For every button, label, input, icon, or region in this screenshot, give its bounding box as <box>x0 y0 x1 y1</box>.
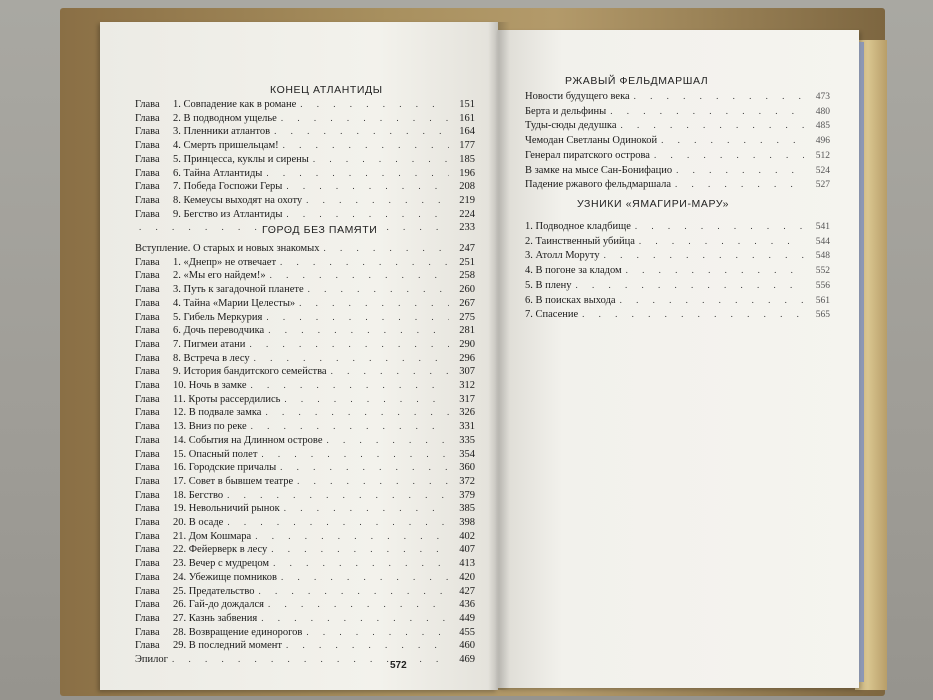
toc-entry-title: 26. Гай-до дождался <box>173 599 264 611</box>
toc-entry-page: 512 <box>815 150 830 161</box>
toc-entry-title: 1. «Днепр» не отвечает <box>173 256 277 268</box>
toc-leader-dots <box>265 406 449 420</box>
toc-entry-page: 556 <box>815 280 830 291</box>
toc-leader-dots <box>661 134 804 148</box>
toc-leader-dots <box>284 502 449 516</box>
toc-entry-page: 413 <box>459 558 475 570</box>
toc-entry-page: 548 <box>815 251 830 262</box>
toc-leader-dots <box>172 653 449 667</box>
toc-entry-prefix: Глава <box>135 338 160 350</box>
toc-entry-title: 7. Победа Госпожи Геры <box>173 181 283 193</box>
toc-entry-prefix: Глава <box>135 626 160 638</box>
toc-entry <box>135 406 475 420</box>
toc-entry-title: 23. Вечер с мудрецом <box>173 558 270 570</box>
toc-entry-prefix: Глава <box>135 448 160 460</box>
toc-leader-dots <box>261 612 449 626</box>
toc-entry-title: 2. Таинственный убийца <box>525 235 635 247</box>
toc-entry-title: 7. Спасение <box>525 309 579 321</box>
toc-entry-prefix: Глава <box>135 558 160 570</box>
toc-entry-page: 420 <box>459 571 475 583</box>
toc-leader-dots <box>268 324 449 338</box>
toc-entry-title: 14. События на Длинном острове <box>173 434 323 446</box>
toc-entry-page: 372 <box>459 475 475 487</box>
toc-entry-title: 5. В плену <box>525 279 572 291</box>
toc-leader-dots <box>251 379 449 393</box>
toc-leader-dots <box>251 420 449 434</box>
toc-entry <box>135 283 475 297</box>
toc-entry-page: 312 <box>459 380 475 392</box>
toc-entry <box>135 365 475 379</box>
toc-entry-prefix: Глава <box>135 421 160 433</box>
toc-entry-page: 407 <box>459 544 475 556</box>
toc-entry-title: 6. В поисках выхода <box>525 294 616 306</box>
toc-entry-page: 480 <box>815 106 830 117</box>
toc-entry-page: 275 <box>459 311 475 323</box>
toc-entry <box>135 256 475 270</box>
toc-entry-page: 331 <box>459 421 475 433</box>
toc-entry-page: 398 <box>459 517 475 529</box>
toc-list-atlantis <box>135 98 475 235</box>
toc-entry-title: 29. В последний момент <box>173 640 282 652</box>
toc-entry-page: 354 <box>459 448 475 460</box>
toc-entry-prefix: Глава <box>135 393 160 405</box>
toc-leader-dots <box>323 242 449 256</box>
toc-entry <box>135 125 475 139</box>
toc-entry-title: 11. Кроты рассердились <box>173 393 281 405</box>
toc-entry-prefix: Глава <box>135 530 160 542</box>
toc-leader-dots <box>280 461 449 475</box>
toc-entry <box>135 543 475 557</box>
toc-entry <box>525 105 830 120</box>
toc-leader-dots <box>274 125 449 139</box>
toc-entry-title: 3. Атолл Моруту <box>525 250 600 262</box>
section-heading-atlantis: КОНЕЦ АТЛАНТИДЫ <box>270 84 383 96</box>
toc-entry-prefix: Глава <box>135 194 160 206</box>
toc-list-yamagiri <box>525 220 830 323</box>
toc-entry-page: 208 <box>459 181 475 193</box>
toc-entry-page: 151 <box>459 99 475 110</box>
toc-entry-page: 335 <box>459 434 475 446</box>
toc-leader-dots <box>300 98 449 112</box>
section-heading-yamagiri: УЗНИКИ «ЯМАГИРИ-МАРУ» <box>577 198 730 210</box>
toc-entry-page: 541 <box>815 222 830 232</box>
toc-entry-title: 18. Бегство <box>173 489 224 501</box>
toc-leader-dots <box>259 585 450 599</box>
toc-entry-title: Вступление. О старых и новых знакомых <box>135 243 320 254</box>
toc-entry-page: 161 <box>459 112 475 124</box>
toc-entry-prefix: Глава <box>135 181 160 193</box>
toc-entry-prefix: Глава <box>135 208 160 220</box>
toc-leader-dots <box>261 448 449 462</box>
toc-leader-dots <box>604 249 804 263</box>
toc-entry-title: 4. Смерть пришельцам! <box>173 140 279 152</box>
toc-leader-dots <box>266 167 449 181</box>
toc-entry-title: 2. «Мы его найдем!» <box>173 270 266 282</box>
toc-entry-prefix: Глава <box>135 297 160 309</box>
toc-entry-page: 544 <box>815 236 830 247</box>
toc-entry-prefix: Глава <box>135 126 160 138</box>
toc-entry-page: 473 <box>815 92 830 102</box>
toc-leader-dots <box>331 365 449 379</box>
toc-entry-title: 6. Дочь переводчика <box>173 325 265 337</box>
toc-leader-dots <box>634 90 804 104</box>
toc-entry-page: 427 <box>459 585 475 597</box>
toc-entry-page: 552 <box>815 266 830 277</box>
toc-entry-title: Чемодан Светланы Одинокой <box>525 135 658 147</box>
toc-entry <box>525 220 830 235</box>
toc-leader-dots <box>227 489 449 503</box>
toc-leader-dots <box>635 220 804 234</box>
toc-entry-title: 1. Подводное кладбище <box>525 221 631 232</box>
toc-leader-dots <box>286 639 449 653</box>
toc-leader-dots <box>268 598 449 612</box>
toc-entry-title: 22. Фейерверк в лесу <box>173 544 268 556</box>
toc-entry-prefix: Глава <box>135 140 160 152</box>
toc-entry-page: 185 <box>459 153 475 165</box>
toc-entry <box>135 167 475 181</box>
toc-entry-page: 224 <box>459 208 475 220</box>
toc-entry-page: 496 <box>815 136 830 147</box>
toc-entry-title: Генерал пиратского острова <box>525 149 650 161</box>
toc-entry-prefix: Глава <box>135 311 160 323</box>
toc-leader-dots <box>280 256 449 270</box>
toc-entry-page: 307 <box>459 366 475 378</box>
toc-entry-page: 196 <box>459 167 475 179</box>
toc-list-city <box>135 242 475 667</box>
toc-entry-title: В замке на мысе Сан-Бонифацио <box>525 164 673 176</box>
toc-entry-title: 20. В осаде <box>173 517 224 529</box>
toc-entry <box>525 149 830 164</box>
toc-entry-page: 360 <box>459 462 475 474</box>
toc-entry-prefix: Глава <box>135 380 160 392</box>
toc-entry-title: 13. Вниз по реке <box>173 421 247 433</box>
toc-entry-prefix: Глава <box>135 571 160 583</box>
toc-entry-page: 455 <box>459 626 475 638</box>
left-page <box>100 22 498 690</box>
toc-entry-page: 267 <box>459 297 475 309</box>
toc-leader-dots <box>281 571 449 585</box>
toc-entry-page: 485 <box>815 121 830 132</box>
toc-entry-page: 251 <box>459 256 475 268</box>
toc-leader-dots <box>576 279 804 293</box>
toc-entry <box>525 308 830 323</box>
toc-entry <box>135 557 475 571</box>
toc-leader-dots <box>299 297 449 311</box>
toc-leader-dots <box>297 475 449 489</box>
toc-entry-prefix: Глава <box>135 434 160 446</box>
toc-entry-title: 4. Тайна «Марии Целесты» <box>173 297 296 309</box>
toc-entry <box>135 434 475 448</box>
toc-entry <box>135 516 475 530</box>
toc-entry-prefix: Глава <box>135 407 160 419</box>
toc-entry <box>135 626 475 640</box>
toc-entry <box>525 164 830 179</box>
toc-entry <box>135 297 475 311</box>
toc-entry-prefix: Глава <box>135 599 160 611</box>
toc-leader-dots <box>249 338 449 352</box>
toc-entry-title: 24. Убежище помников <box>173 571 277 583</box>
toc-entry <box>135 502 475 516</box>
toc-entry <box>135 153 475 167</box>
toc-leader-dots <box>313 153 449 167</box>
toc-entry-prefix: Глава <box>135 99 160 110</box>
toc-entry-title: 8. Встреча в лесу <box>173 352 250 364</box>
toc-leader-dots <box>284 393 449 407</box>
toc-entry-title: 4. В погоне за кладом <box>525 265 622 277</box>
toc-entry-title: 15. Опасный полет <box>173 448 258 460</box>
toc-entry-page: 317 <box>459 393 475 405</box>
toc-entry-page: 449 <box>459 612 475 624</box>
toc-leader-dots <box>306 626 449 640</box>
toc-leader-dots <box>676 164 804 178</box>
toc-leader-dots <box>621 119 804 133</box>
toc-entry <box>135 571 475 585</box>
toc-entry-page: 164 <box>459 126 475 138</box>
toc-entry-page: 565 <box>815 310 830 321</box>
toc-entry-title: 10. Ночь в замке <box>173 380 247 392</box>
toc-leader-dots <box>626 264 804 278</box>
toc-entry <box>135 612 475 626</box>
toc-leader-dots <box>327 434 450 448</box>
toc-entry-title: Падение ржавого фельдмаршала <box>525 179 672 191</box>
toc-list-marshal <box>525 90 830 193</box>
toc-entry-prefix: Глава <box>135 270 160 282</box>
toc-entry-page: 527 <box>815 180 830 191</box>
toc-leader-dots <box>273 557 449 571</box>
toc-entry <box>135 393 475 407</box>
toc-entry-prefix: Глава <box>135 167 160 179</box>
toc-entry <box>135 461 475 475</box>
toc-entry <box>525 134 830 149</box>
toc-leader-dots <box>610 105 804 119</box>
toc-entry-prefix: Глава <box>135 475 160 487</box>
toc-entry-title: 28. Возвращение единорогов <box>173 626 303 638</box>
toc-entry-page: 177 <box>459 140 475 152</box>
toc-leader-dots <box>271 543 449 557</box>
toc-entry <box>135 639 475 653</box>
toc-entry <box>135 180 475 194</box>
toc-leader-dots <box>308 283 449 297</box>
toc-entry-title: 2. В подводном ущелье <box>173 112 277 124</box>
section-heading-marshal: РЖАВЫЙ ФЕЛЬДМАРШАЛ <box>565 75 709 87</box>
toc-entry-title: 17. Совет в бывшем театре <box>173 475 294 487</box>
toc-entry <box>135 242 475 256</box>
toc-entry-title: Туды-сюды дедушка <box>525 120 617 132</box>
toc-entry-page: 436 <box>459 599 475 611</box>
toc-leader-dots <box>675 178 804 192</box>
toc-entry-title: 27. Казнь забвения <box>173 612 258 624</box>
toc-leader-dots <box>620 294 804 308</box>
toc-entry-prefix: Глава <box>135 256 160 268</box>
toc-entry <box>135 311 475 325</box>
toc-entry-prefix: Глава <box>135 112 160 124</box>
toc-entry-prefix: Глава <box>135 517 160 529</box>
toc-entry <box>135 448 475 462</box>
toc-entry-page: 326 <box>459 407 475 419</box>
toc-entry <box>135 352 475 366</box>
toc-entry-page: 385 <box>459 503 475 515</box>
toc-leader-dots <box>281 112 449 126</box>
toc-entry <box>135 585 475 599</box>
toc-entry <box>525 249 830 264</box>
toc-entry <box>135 208 475 222</box>
toc-entry-title: 8. Кемеусы выходят на охоту <box>173 194 303 206</box>
section-heading-city: ГОРОД БЕЗ ПАМЯТИ <box>262 224 378 236</box>
toc-entry-page: 524 <box>815 165 830 176</box>
toc-leader-dots <box>270 269 449 283</box>
toc-entry-prefix: Глава <box>135 640 160 652</box>
toc-leader-dots <box>639 235 804 249</box>
toc-entry-page: 469 <box>459 654 475 666</box>
toc-entry-page: 290 <box>459 338 475 350</box>
toc-entry-title: 9. История бандитского семейства <box>173 366 327 378</box>
toc-entry-prefix: Глава <box>135 284 160 296</box>
toc-entry-prefix: Глава <box>135 325 160 337</box>
toc-entry <box>135 598 475 612</box>
toc-entry-title: 6. Тайна Атлантиды <box>173 167 263 179</box>
toc-entry <box>525 90 830 105</box>
toc-entry-title: 16. Городские причалы <box>173 462 277 474</box>
toc-leader-dots <box>266 311 449 325</box>
toc-leader-dots <box>306 194 449 208</box>
toc-entry-title: 19. Невольничий рынок <box>173 503 280 515</box>
toc-entry-page: 219 <box>459 194 475 206</box>
toc-entry-prefix: Глава <box>135 503 160 515</box>
toc-entry-prefix: Глава <box>135 544 160 556</box>
toc-entry <box>525 264 830 279</box>
toc-leader-dots <box>286 208 449 222</box>
toc-entry-page: 281 <box>459 325 475 337</box>
toc-entry-title: 7. Пигмеи атани <box>173 338 246 350</box>
toc-leader-dots <box>254 352 449 366</box>
toc-entry <box>135 112 475 126</box>
toc-entry <box>135 489 475 503</box>
toc-entry <box>525 178 830 193</box>
toc-entry <box>135 653 475 667</box>
toc-entry <box>135 324 475 338</box>
toc-entry-title: 25. Предательство <box>173 585 255 597</box>
toc-entry-title: Берта и дельфины <box>525 105 607 117</box>
toc-entry-page: 561 <box>815 295 830 306</box>
toc-entry <box>135 475 475 489</box>
toc-entry-page: 247 <box>459 243 475 254</box>
toc-entry-prefix: Глава <box>135 489 160 501</box>
toc-entry-page: 296 <box>459 352 475 364</box>
toc-entry <box>525 119 830 134</box>
toc-entry <box>135 420 475 434</box>
toc-entry <box>135 98 475 112</box>
toc-entry-page: 379 <box>459 489 475 501</box>
toc-entry <box>135 379 475 393</box>
toc-entry-title: 5. Гибель Меркурия <box>173 311 263 323</box>
toc-leader-dots <box>255 530 449 544</box>
toc-entry-title: 21. Дом Кошмара <box>173 530 252 542</box>
toc-entry-title: Эпилог <box>135 654 168 666</box>
right-page <box>497 30 859 688</box>
toc-entry-prefix: Глава <box>135 352 160 364</box>
toc-entry <box>135 194 475 208</box>
toc-entry <box>135 338 475 352</box>
toc-leader-dots <box>582 308 804 322</box>
toc-leader-dots <box>286 180 449 194</box>
toc-entry <box>135 530 475 544</box>
toc-entry-page: 402 <box>459 530 475 542</box>
toc-entry-title: 12. В подвале замка <box>173 407 262 419</box>
toc-entry-prefix: Глава <box>135 366 160 378</box>
toc-entry-prefix: Глава <box>135 462 160 474</box>
toc-entry-title: 5. Принцесса, куклы и сирены <box>173 153 309 165</box>
toc-leader-dots <box>227 516 449 530</box>
toc-entry-prefix: Глава <box>135 153 160 165</box>
toc-leader-dots <box>283 139 449 153</box>
toc-entry <box>135 139 475 153</box>
toc-entry <box>525 294 830 309</box>
toc-entry-page: 460 <box>459 640 475 652</box>
toc-entry <box>135 269 475 283</box>
toc-entry-page: 260 <box>459 284 475 296</box>
toc-entry-title: 1. Совпадение как в романе <box>173 99 297 110</box>
toc-entry-title: Новости будущего века <box>525 91 630 102</box>
toc-entry-prefix: Глава <box>135 612 160 624</box>
book-gutter <box>488 22 510 690</box>
toc-entry-prefix: Глава <box>135 585 160 597</box>
toc-entry <box>525 279 830 294</box>
toc-leader-dots <box>654 149 804 163</box>
toc-entry <box>525 235 830 250</box>
page-number: 572 <box>390 660 407 671</box>
toc-entry-page: 233 <box>459 222 475 234</box>
toc-entry-title: 3. Путь к загадочной планете <box>173 284 304 296</box>
toc-entry-title: 9. Бегство из Атлантиды <box>173 208 283 220</box>
toc-entry-title: 3. Пленники атлантов <box>173 126 271 138</box>
toc-entry-page: 258 <box>459 270 475 282</box>
